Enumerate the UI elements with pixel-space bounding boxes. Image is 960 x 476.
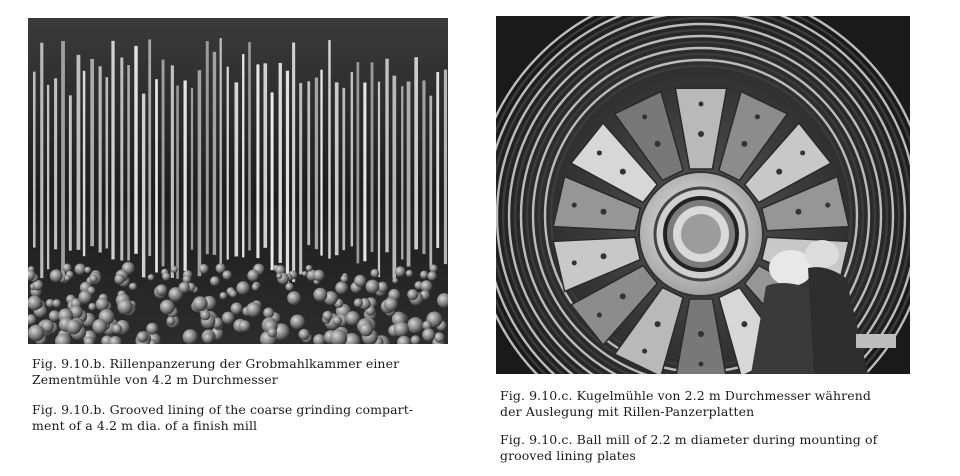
grooved-lining-image	[28, 18, 448, 344]
caption-fig-9-10-b-english	[32, 402, 413, 434]
caption-line: Fig. 9.10.b. Rillenpanzerung der Grobmahlkammer einer	[32, 356, 400, 371]
caption-line: Zementmühle von 4.2 m Durchmesser	[32, 372, 278, 387]
caption-line: Fig. 9.10.c. Kugelmühle von 2.2 m Durchmesser während	[500, 388, 871, 403]
caption-fig-9-10-c-english	[500, 432, 877, 464]
caption-line: Fig. 9.10.b. Grooved lining of the coarse grinding compart-	[32, 402, 414, 417]
caption-line: grooved lining plates	[500, 448, 636, 463]
caption-fig-9-10-c-german	[500, 388, 871, 420]
ball-mill-image	[496, 16, 910, 374]
caption-line: Fig. 9.10.c. Ball mill of 2.2 m diameter during mounting of	[500, 432, 878, 447]
caption-fig-9-10-b-german	[32, 356, 399, 388]
photo-ball-mill	[496, 16, 910, 374]
caption-line: ment of a 4.2 m dia. of a finish mill	[32, 418, 258, 433]
photo-grooved-lining	[28, 18, 448, 344]
caption-line: der Auslegung mit Rillen-Panzerplatten	[500, 404, 755, 419]
